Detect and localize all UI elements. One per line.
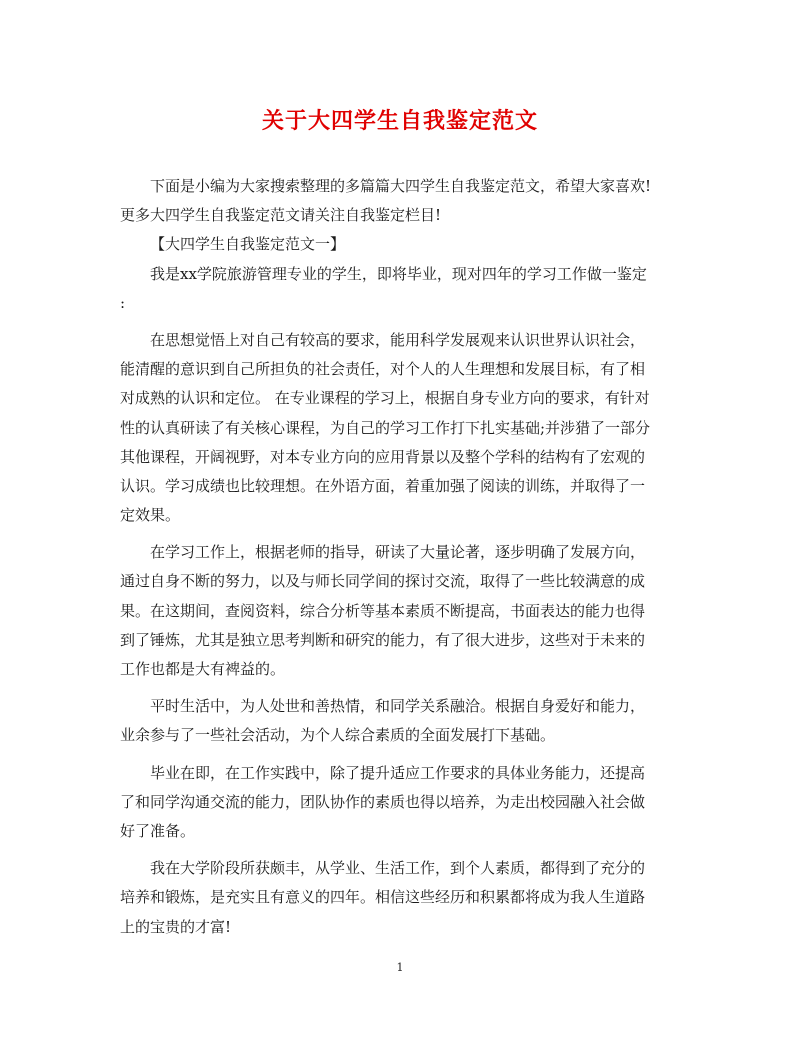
- text-line: 了和同学沟通交流的能力，团队协作的素质也得以培养，为走出校园融入社会做: [120, 792, 646, 811]
- text-line: 好了准备。: [120, 821, 196, 840]
- paragraph-gap: [120, 530, 680, 538]
- paragraph-gap: [120, 846, 680, 854]
- text-line: 性的认真研读了有关核心课程，为自己的学习工作打下扎实基础;并涉猎了一部分: [120, 418, 651, 437]
- text-line: 其他课程，开阔视野，对本专业方向的应用背景以及整个学科的结构有了宏观的: [120, 447, 646, 466]
- text-line: 【大四学生自我鉴定范文一】: [150, 235, 346, 254]
- text-line: 毕业在即，在工作实践中，除了提升适应工作要求的具体业务能力，还提高: [150, 763, 646, 782]
- paragraph-gap: [120, 751, 680, 759]
- text-line: 认识。学习成绩也比较理想。在外语方面，着重加强了阅读的训练，并取得了一: [120, 476, 646, 495]
- text-line: 对成熟的认识和定位。 在专业课程的学习上，根据自身专业方向的要求，有针对: [120, 389, 650, 408]
- text-line: 在思想觉悟上对自己有较高的要求，能用科学发展观来认识世界认识社会，: [150, 330, 646, 349]
- text-line: 工作也都是大有裨益的。: [120, 660, 286, 678]
- text-line: 定效果。: [120, 506, 181, 525]
- text-line: 上的宝贵的才富!: [120, 917, 232, 936]
- paragraph-gap: [120, 318, 680, 326]
- text-line: 业余参与了一些社会活动，为个人综合素质的全面发展打下基础。: [120, 726, 556, 745]
- text-line: 我是xx学院旅游管理专业的学生，即将毕业，现对四年的学习工作做一鉴定: [150, 264, 647, 283]
- text-line: :: [120, 293, 126, 312]
- document-body: [120, 172, 680, 942]
- text-line: 通过自身不断的努力，以及与师长同学间的探讨交流，取得了一些比较满意的成: [120, 572, 646, 591]
- text-line: 培养和锻炼，是充实且有意义的四年。相信这些经历和积累都将成为我人生道路: [120, 888, 646, 907]
- text-line: 在学习工作上，根据老师的指导，研读了大量论著，逐步明确了发展方向，: [150, 543, 646, 562]
- text-line: 我在大学阶段所获颇丰，从学业、生活工作，到个人素质，都得到了充分的: [150, 859, 646, 878]
- text-line: 到了锤炼，尤其是独立思考判断和研究的能力，有了很大进步，这些对于未来的: [120, 630, 646, 649]
- text-line: 更多大四学生自我鉴定范文请关注自我鉴定栏目!: [120, 206, 442, 225]
- page-number: 1: [396, 961, 404, 974]
- paragraph-gap: [120, 684, 680, 692]
- document-title: 关于大四学生自我鉴定范文: [261, 109, 538, 134]
- text-line: 果。在这期间，查阅资料，综合分析等基本素质不断提高，书面表达的能力也得: [120, 601, 646, 620]
- text-line: 能清醒的意识到自己所担负的社会责任，对个人的人生理想和发展目标，有了相: [120, 360, 646, 379]
- text-line: 下面是小编为大家搜索整理的多篇篇大四学生自我鉴定范文，希望大家喜欢!: [150, 177, 652, 195]
- text-line: 平时生活中，为人处世和善热情，和同学关系融洽。根据自身爱好和能力，: [150, 697, 646, 716]
